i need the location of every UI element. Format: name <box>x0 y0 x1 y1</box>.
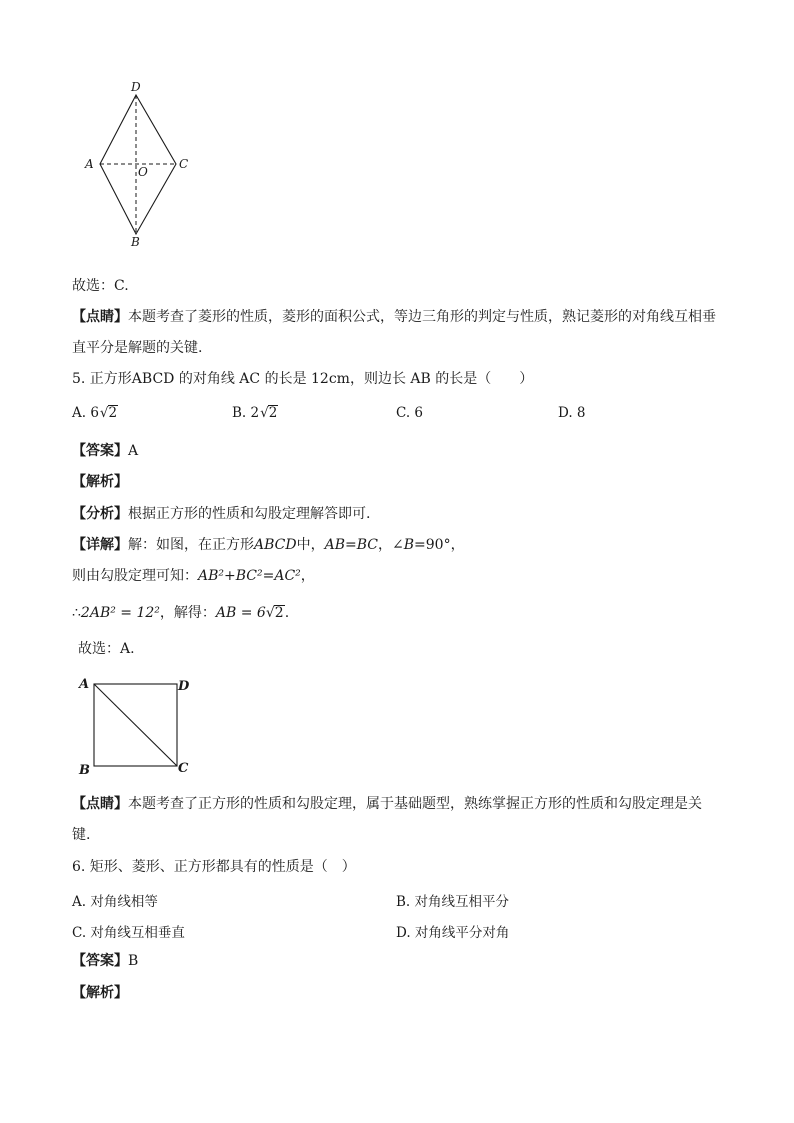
vertex-b-label: B <box>131 235 140 249</box>
q6-option-b: B. 对角线互相平分 <box>396 894 510 910</box>
square-vertex-d-label: D <box>178 679 190 694</box>
q6-option-a: A. 对角线相等 <box>72 894 158 910</box>
q6-option-c: C. 对角线互相垂直 <box>72 925 185 941</box>
q5-comment-line2: 键. <box>72 827 91 843</box>
q5-detail: 【详解】解：如图，在正方形ABCD中，AB=BC，∠B=90°， <box>72 537 465 553</box>
q5-pythagoras: 则由勾股定理可知：AB²+BC²=AC²， <box>72 568 315 584</box>
square-vertex-a-label: A <box>79 677 90 692</box>
center-o-label: O <box>138 165 148 179</box>
q5-option-b: B. 2√2 <box>232 405 278 421</box>
q5-analysis-tag: 【解析】 <box>72 474 128 490</box>
q5-option-d: D. 8 <box>558 405 586 421</box>
q5-option-c: C. 6 <box>396 405 424 421</box>
q5-solve: ∴2AB² = 12²，解得：AB = 6√2. <box>72 605 290 621</box>
vertex-a-label: A <box>85 157 94 171</box>
q5-question: 5. 正方形ABCD 的对角线 AC 的长是 12cm，则边长 AB 的长是（ ） <box>72 371 534 387</box>
q4-comment-line2: 直平分是解题的关键. <box>72 340 203 356</box>
comment-tag: 【点睛】 <box>72 309 128 325</box>
rhombus-figure <box>80 78 200 250</box>
q6-question: 6. 矩形、菱形、正方形都具有的性质是（ ） <box>72 859 356 875</box>
q4-comment-line1: 【点睛】本题考查了菱形的性质，菱形的面积公式，等边三角形的判定与性质，熟记菱形的对角线互相垂 <box>72 309 716 325</box>
q5-comment-line1: 【点睛】本题考查了正方形的性质和勾股定理，属于基础题型，熟练掌握正方形的性质和勾股定理是关 <box>72 796 702 812</box>
q6-analysis-tag: 【解析】 <box>72 985 128 1001</box>
q6-answer: 【答案】B <box>72 953 139 969</box>
q5-option-a: A. 6√2 <box>72 405 118 421</box>
vertex-c-label: C <box>179 157 189 171</box>
square-figure <box>74 672 204 782</box>
q6-option-d: D. 对角线平分对角 <box>396 925 510 941</box>
square-vertex-c-label: C <box>178 761 189 776</box>
q5-answer: 【答案】A <box>72 443 139 459</box>
q5-fenxi: 【分析】根据正方形的性质和勾股定理解答即可. <box>72 506 371 522</box>
q5-answer-line: 故选：A. <box>78 641 135 657</box>
q4-answer-line: 故选：C. <box>72 278 129 294</box>
square-vertex-b-label: B <box>79 763 90 778</box>
vertex-d-label: D <box>131 80 141 94</box>
